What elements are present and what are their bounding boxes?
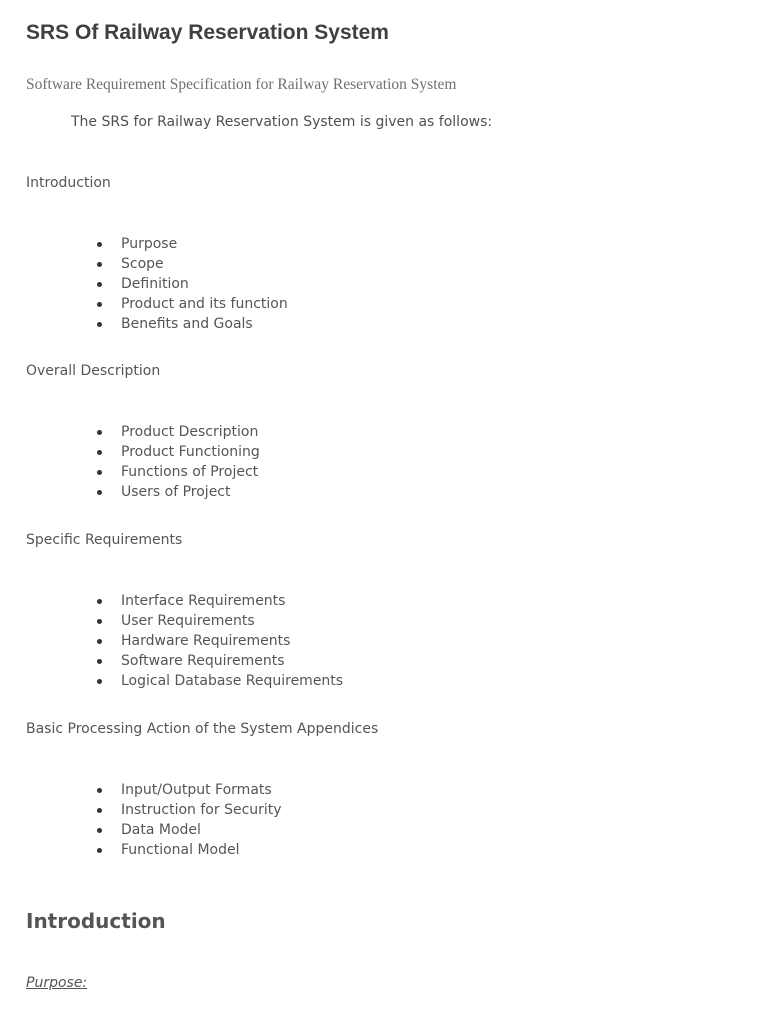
list-item	[26, 482, 260, 502]
bullet-icon	[97, 848, 102, 853]
intro-line: The SRS for Railway Reservation System is given as follows:	[71, 114, 493, 130]
section-list-introduction	[26, 234, 288, 334]
bullet-icon	[97, 242, 102, 247]
list-item	[26, 234, 288, 254]
bullet-icon	[97, 659, 102, 664]
bullet-icon	[97, 450, 102, 455]
body-heading-introduction: Introduction	[26, 909, 166, 933]
section-heading-specific-requirements: Specific Requirements	[26, 532, 183, 548]
list-item	[26, 840, 282, 860]
list-item-label: Functions of Project	[121, 464, 259, 481]
section-heading-basic-processing: Basic Processing Action of the System Appendices	[26, 721, 379, 737]
list-item	[26, 780, 282, 800]
list-item-label: Product Description	[121, 424, 259, 440]
list-item	[26, 274, 288, 294]
bullet-icon	[97, 639, 102, 644]
body-subheading-purpose: Purpose:	[26, 975, 88, 991]
list-item	[26, 254, 288, 274]
list-item	[26, 820, 282, 840]
list-item-label: Functional Model	[121, 842, 240, 859]
bullet-icon	[97, 599, 102, 604]
list-item	[26, 671, 343, 691]
list-item	[26, 591, 343, 611]
section-heading-overall-description: Overall Description	[26, 363, 161, 379]
list-item	[26, 442, 260, 462]
document-title: SRS Of Railway Reservation System	[26, 21, 389, 44]
list-item-label: Product Functioning	[121, 444, 260, 461]
bullet-icon	[97, 490, 102, 495]
bullet-icon	[97, 322, 102, 327]
list-item	[26, 314, 288, 334]
bullet-icon	[97, 302, 102, 307]
bullet-icon	[97, 808, 102, 813]
list-item	[26, 631, 343, 651]
list-item-label: Software Requirements	[121, 653, 285, 670]
list-item	[26, 611, 343, 631]
list-item-label: Product and its function	[121, 296, 288, 313]
bullet-icon	[97, 619, 102, 624]
list-item-label: Benefits and Goals	[121, 316, 253, 333]
list-item-label: Purpose	[121, 236, 178, 252]
section-list-overall-description	[26, 422, 260, 502]
list-item-label: Definition	[121, 276, 189, 293]
bullet-icon	[97, 788, 102, 793]
list-item	[26, 422, 260, 442]
list-item-label: Logical Database Requirements	[121, 673, 344, 690]
bullet-icon	[97, 430, 102, 435]
section-heading-introduction: Introduction	[26, 175, 111, 191]
list-item	[26, 462, 260, 482]
list-item-label: User Requirements	[121, 613, 255, 630]
document-subtitle: Software Requirement Specification for Railway Reservation System	[26, 76, 457, 93]
list-item-label: Instruction for Security	[121, 802, 282, 819]
list-item-label: Hardware Requirements	[121, 633, 291, 650]
bullet-icon	[97, 262, 102, 267]
bullet-icon	[97, 282, 102, 287]
list-item-label: Input/Output Formats	[121, 782, 272, 798]
bullet-icon	[97, 828, 102, 833]
list-item	[26, 294, 288, 314]
bullet-icon	[97, 679, 102, 684]
section-list-basic-processing	[26, 780, 282, 860]
list-item-label: Data Model	[121, 822, 201, 839]
list-item-label: Users of Project	[121, 484, 231, 501]
bullet-icon	[97, 470, 102, 475]
list-item	[26, 651, 343, 671]
list-item	[26, 800, 282, 820]
list-item-label: Interface Requirements	[121, 593, 286, 609]
section-list-specific-requirements	[26, 591, 343, 691]
list-item-label: Scope	[121, 256, 164, 273]
